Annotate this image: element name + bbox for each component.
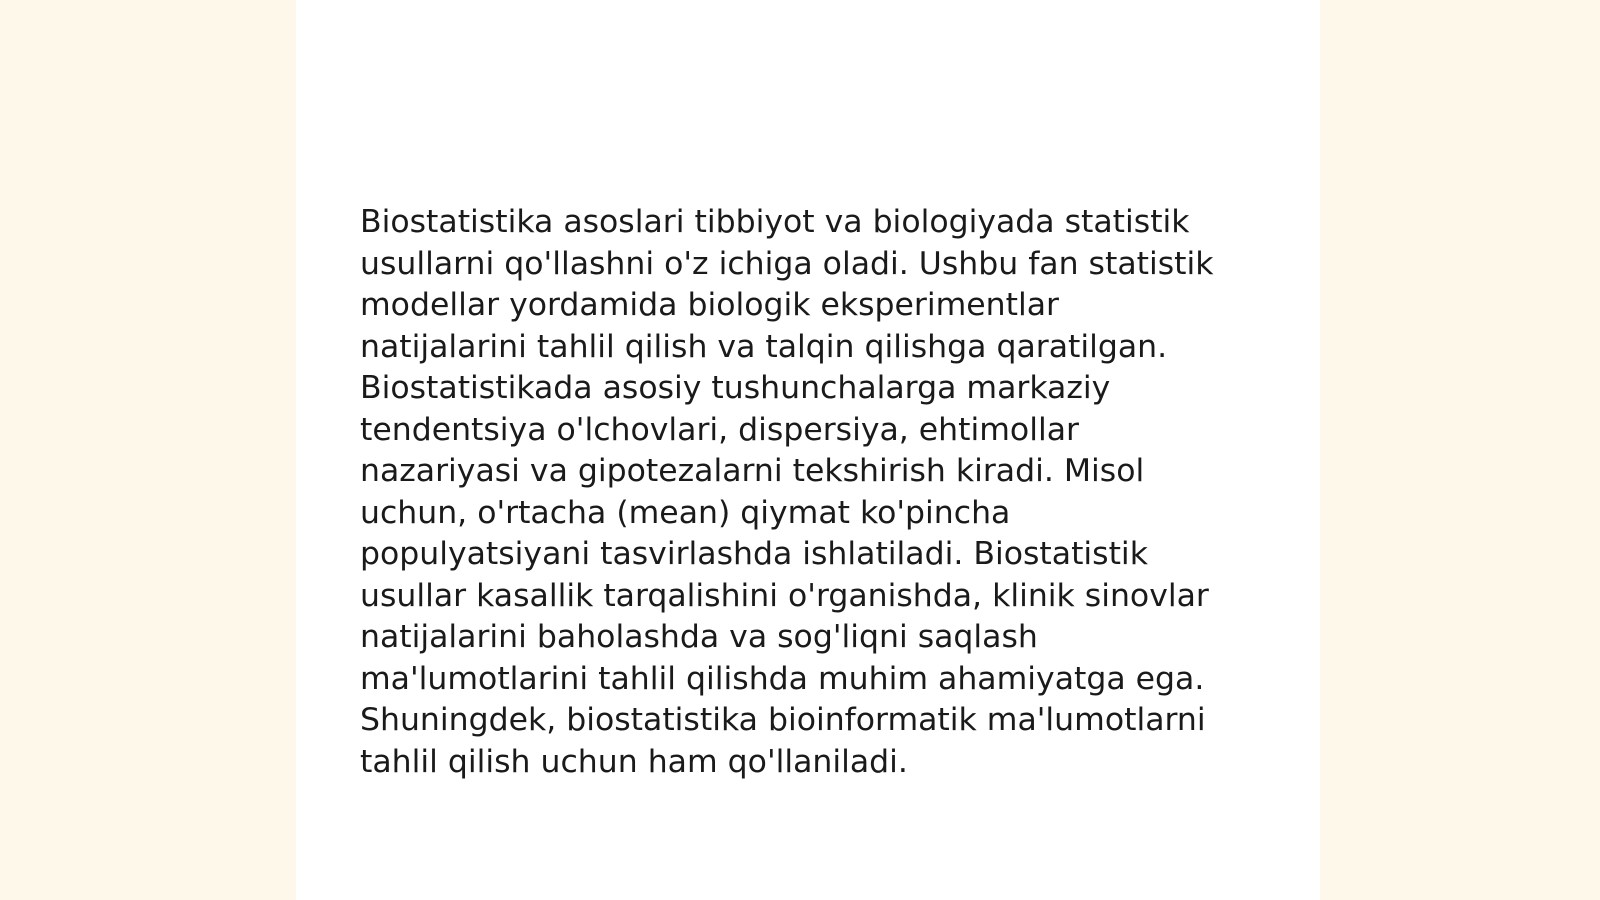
document-page [296,0,1320,900]
body-paragraph: Biostatistika asoslari tibbiyot va biologiyada statistik usullarni qo'llashni o'z ichiga oladi. Ushbu fan statistik modellar yordamida biologik eksperimentlar natijalarini tahlil qilish va talqin qilishga qaratilgan. Biostatistikada asosiy tushunchalarga markaziy tendentsiya o'lchovlari, dispersiya, ehtimollar nazariyasi va gipotezalarni tekshirish kiradi. Misol uchun, o'rtacha (mean) qiymat ko'pincha populyatsiyani tasvirlashda ishlatiladi. Biostatistik usullar kasallik tarqalishini o'rganishda, klinik sinovlar natijalarini baholashda va sog'liqni saqlash ma'lumotlarini tahlil qilishda muhim ahamiyatga ega. Shuningdek, biostatistika bioinformatik ma'lumotlarni tahlil qilish uchun ham qo'llaniladi. [360,204,1214,780]
